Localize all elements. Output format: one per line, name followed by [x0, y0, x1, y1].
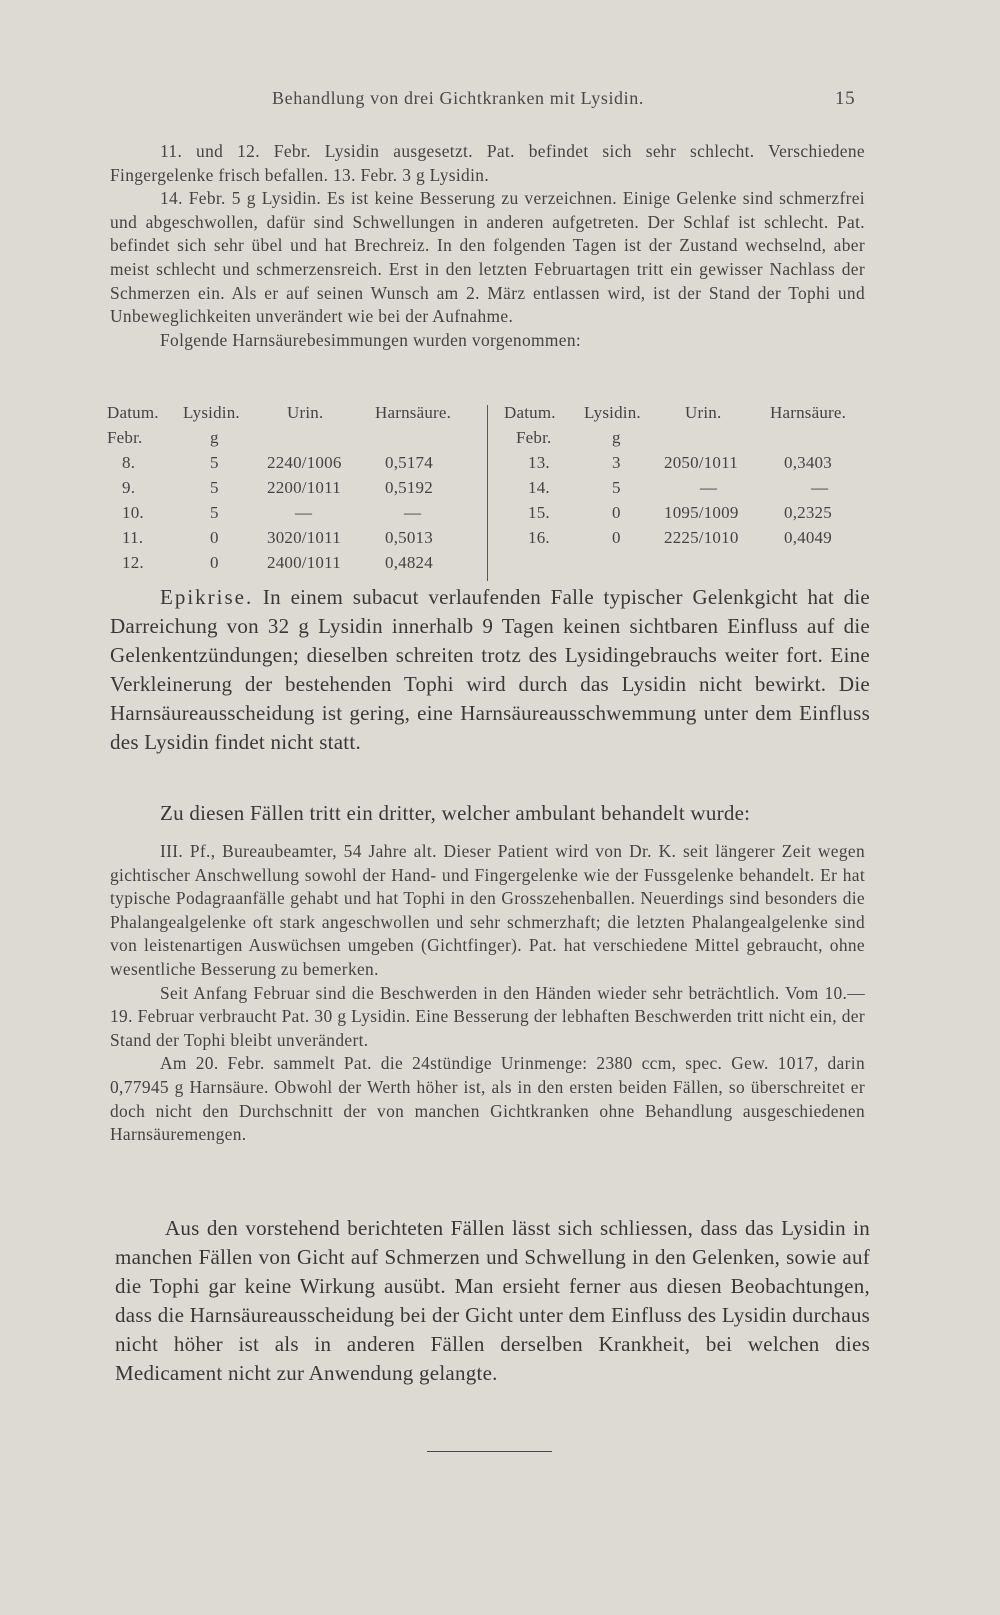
urin-cell: 1095/1009	[664, 503, 739, 522]
column-header: Datum.	[107, 403, 159, 422]
table-row	[504, 503, 874, 528]
lysidin-cell: 0	[210, 528, 219, 547]
table-row	[107, 553, 487, 578]
lysidin-cell: 0	[612, 528, 621, 547]
table-header-row	[107, 403, 487, 428]
table-row	[504, 478, 874, 503]
table-header-row	[504, 403, 874, 428]
table-row	[107, 453, 487, 478]
column-header: Harnsäure.	[375, 403, 452, 422]
table-row	[107, 478, 487, 503]
running-title: Behandlung von drei Gichtkranken mit Lysidin.	[272, 88, 644, 108]
lysidin-cell: 5	[612, 478, 621, 497]
lysidin-cell: 5	[210, 503, 219, 522]
harnsaeure-cell: 0,4824	[385, 553, 433, 572]
column-header: Lysidin.	[183, 403, 240, 422]
page-number: 15	[835, 88, 856, 109]
harnsaeure-cell: —	[404, 503, 422, 522]
table-row	[107, 528, 487, 553]
lysidin-cell: 0	[210, 553, 219, 572]
running-header	[0, 88, 1000, 114]
date-cell: 8.	[122, 453, 136, 472]
unit-label: g	[210, 428, 219, 447]
epikrise-section	[110, 583, 870, 757]
date-cell: 15.	[528, 503, 550, 522]
table-intro: Folgende Harnsäurebesimmungen wurden vorgenommen:	[160, 329, 582, 350]
harnsaeure-cell: 0,2325	[784, 503, 832, 522]
column-header: Urin.	[287, 403, 324, 422]
harnsaeure-cell: 0,3403	[784, 453, 832, 472]
uric-acid-table-left	[107, 403, 487, 578]
lysidin-cell: 5	[210, 453, 219, 472]
lysidin-cell: 5	[210, 478, 219, 497]
date-cell: 13.	[528, 453, 550, 472]
lysidin-cell: 3	[612, 453, 621, 472]
case-report-3	[110, 840, 865, 1147]
conclusion-paragraph: Aus den vorstehend berichteten Fällen lässt sich schliessen, dass das Lysidin in manchen Fällen von Gicht auf Schmerzen und Schwellung in den Gelenken, sowie auf die Tophi gar keine Wirkung ausübt. Man ersieht ferner aus diesen Beobachtungen, dass die Harnsäureausscheidung bei der Gicht unter dem Einfluss des Lysidin durchaus nicht höher ist als in anderen Fällen derselben Krankheit, bei welchen dies Medicament nicht zur Anwendung gelangte.	[115, 1216, 870, 1385]
epikrise-heading: Epikrise.	[160, 585, 254, 609]
date-cell: 11.	[122, 528, 144, 547]
column-header: Lysidin.	[584, 403, 641, 422]
column-header: Datum.	[504, 403, 556, 422]
column-header: Urin.	[685, 403, 722, 422]
closing-rule	[427, 1451, 552, 1452]
uric-acid-table-right	[504, 403, 874, 553]
table-row	[504, 453, 874, 478]
case-report-continuation	[110, 140, 865, 352]
uric-acid-tables	[107, 403, 867, 583]
harnsaeure-cell: 0,5174	[385, 453, 433, 472]
date-cell: 14.	[528, 478, 550, 497]
date-cell: 10.	[122, 503, 144, 522]
harnsaeure-cell: —	[811, 478, 829, 497]
date-cell: 9.	[122, 478, 136, 497]
urin-cell: 3020/1011	[267, 528, 341, 547]
unit-label: Febr.	[516, 428, 552, 447]
urin-cell: 2225/1010	[664, 528, 739, 547]
harnsaeure-cell: 0,4049	[784, 528, 832, 547]
date-cell: 16.	[528, 528, 550, 547]
table-row	[504, 528, 874, 553]
urin-cell: 2240/1006	[267, 453, 342, 472]
urin-cell: 2050/1011	[664, 453, 738, 472]
table-unit-row	[107, 428, 487, 453]
column-header: Harnsäure.	[770, 403, 847, 422]
paragraph: III. Pf., Bureaubeamter, 54 Jahre alt. Dieser Patient wird von Dr. K. seit längerer Zeit wegen gichtischer Anschwellung sowohl der Hand- und Fingergelenke wie der Fussgelenke behandelt. Er hat typische Podagraanfälle gehabt und hat Tophi in den Grosszehenballen. Neuerdings sind besonders die Phalangealgelenke oft stark angeschwollen und sehr schmerzhaft; die letzten Phalangealgelenke sind von leistenartigen Auswüchsen umgeben (Gichtfinger). Pat. hat verschiedene Mittel gebraucht, ohne wesentliche Besserung zu bemerken.	[110, 841, 865, 979]
unit-label: g	[612, 428, 621, 447]
urin-cell: 2400/1011	[267, 553, 341, 572]
urin-cell: —	[295, 503, 313, 522]
epikrise-paragraph	[110, 583, 870, 757]
urin-cell: —	[700, 478, 718, 497]
table-divider	[487, 405, 488, 581]
harnsaeure-cell: 0,5013	[385, 528, 433, 547]
conclusion-section	[115, 1214, 870, 1388]
lysidin-cell: 0	[612, 503, 621, 522]
paragraph: 11. und 12. Febr. Lysidin ausgesetzt. Pat. befindet sich sehr schlecht. Verschiedene Fingergelenke frisch befallen. 13. Febr. 3 g Lysidin.	[110, 141, 865, 185]
harnsaeure-cell: 0,5192	[385, 478, 433, 497]
epikrise-text: In einem subacut verlaufenden Falle typischer Gelenkgicht hat die Darreichung von 32 g Lysidin innerhalb 9 Tagen keinen sichtbaren Einfluss auf die Gelenkentzündungen; dieselben schreiten trotz des Lysidingebrauchs weiter fort. Eine Verkleinerung der bestehenden Tophi wird durch das Lysidin nicht bewirkt. Die Harnsäureausscheidung ist gering, eine Harnsäureausschwemmung unter dem Einfluss des Lysidin findet nicht statt.	[110, 585, 870, 754]
paragraph: Am 20. Febr. sammelt Pat. die 24stündige Urinmenge: 2380 ccm, spec. Gew. 1017, darin 0,77945 g Harnsäure. Obwohl der Werth höher ist, als in den ersten beiden Fällen, so überschreitet er doch nicht den Durchschnitt der von manchen Gichtkranken ohne Behandlung ausgeschiedenen Harnsäuremengen.	[110, 1053, 865, 1145]
date-cell: 12.	[122, 553, 144, 572]
unit-label: Febr.	[107, 428, 143, 447]
transition-sentence: Zu diesen Fällen tritt ein dritter, welcher ambulant behandelt wurde:	[160, 801, 751, 825]
table-row	[107, 503, 487, 528]
urin-cell: 2200/1011	[267, 478, 341, 497]
paragraph: Seit Anfang Februar sind die Beschwerden in den Händen wieder sehr beträchtlich. Vom 10.—19. Februar verbraucht Pat. 30 g Lysidin. Eine Besserung der lebhaften Beschwerden tritt nicht ein, der Stand der Tophi bleibt unverändert.	[110, 982, 865, 1050]
paragraph: 14. Febr. 5 g Lysidin. Es ist keine Besserung zu verzeichnen. Einige Gelenke sind schmerzfrei und abgeschwollen, dafür sind Schwellungen in anderen aufgetreten. Der Schlaf ist schlecht. Pat. befindet sich sehr übel und hat Brechreiz. In den folgenden Tagen ist der Zustand wechselnd, aber meist schlecht und schmerzensreich. Erst in den letzten Februartagen tritt ein gewisser Nachlass der Schmerzen ein. Als er auf seinen Wunsch am 2. März entlassen wird, ist der Stand der Tophi und Unbeweglichkeiten unverändert wie bei der Aufnahme.	[110, 188, 865, 327]
table-unit-row	[504, 428, 874, 453]
